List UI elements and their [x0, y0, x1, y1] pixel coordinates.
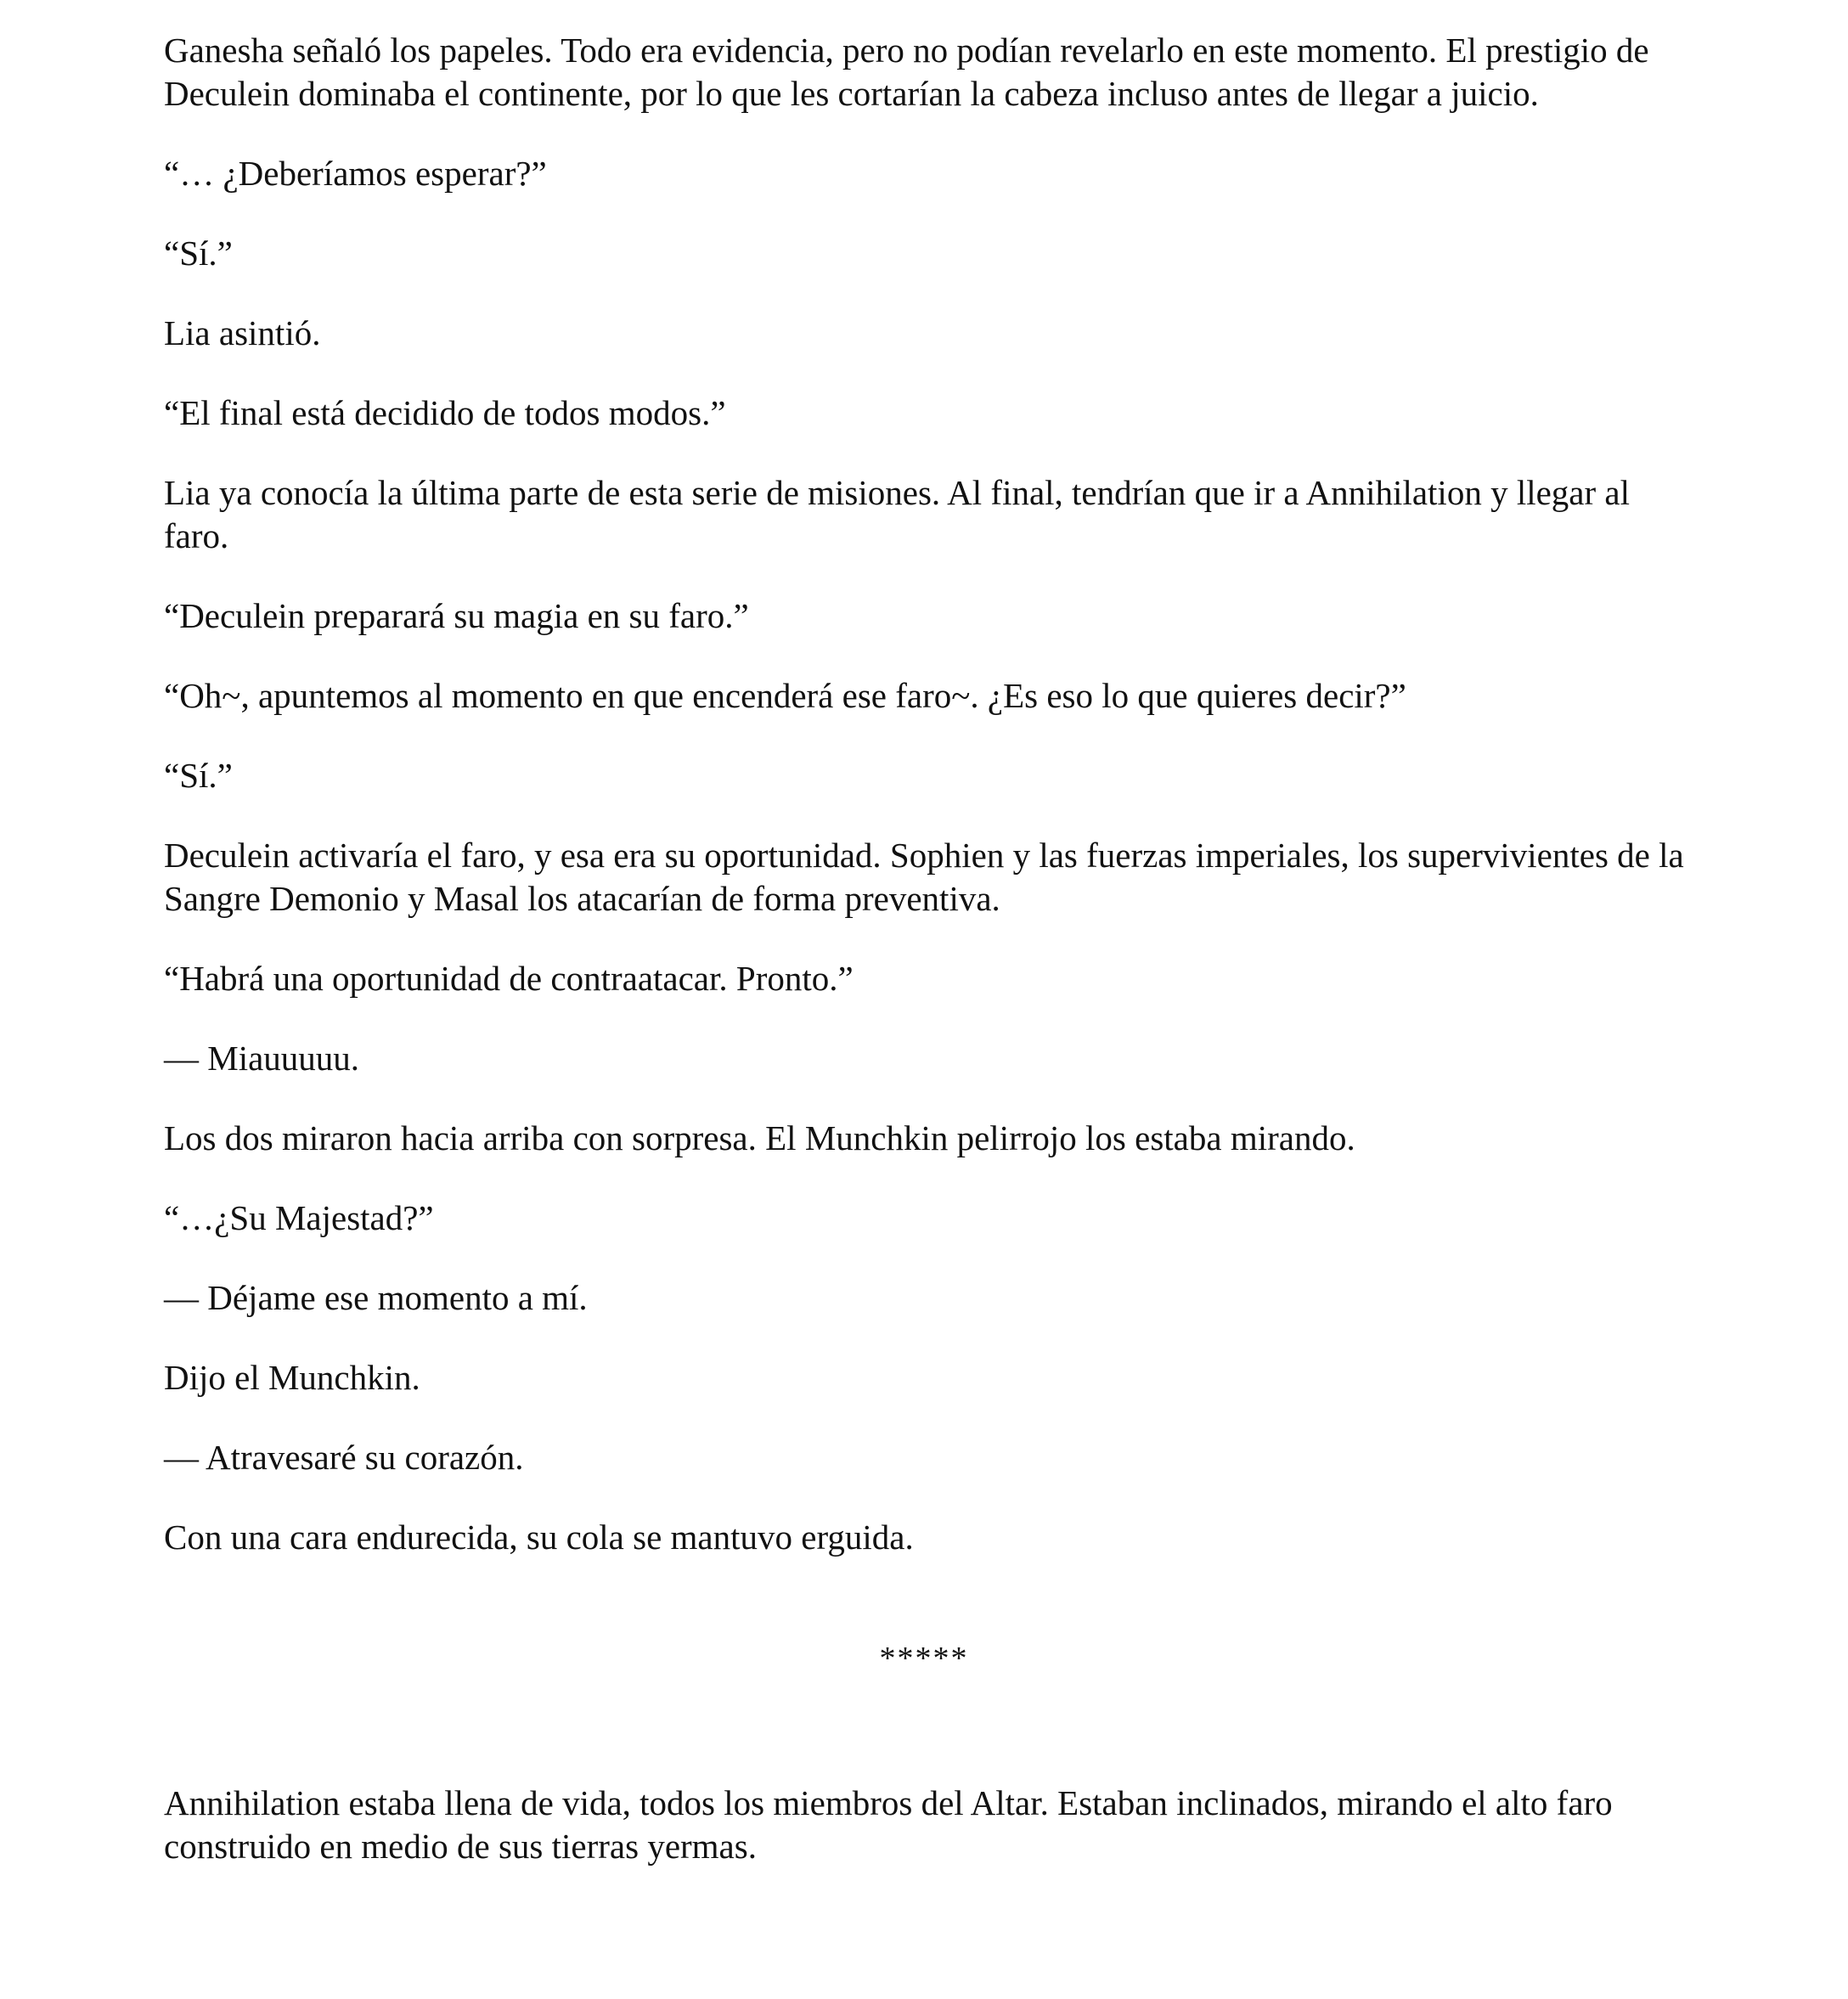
paragraph: — Déjame ese momento a mí.	[164, 1278, 588, 1317]
paragraph: Lia asintió.	[164, 313, 321, 352]
paragraph: “…¿Su Majestad?”	[164, 1198, 434, 1237]
paragraph: Deculein activaría el faro, y esa era su oportunidad. Sophien y las fuerzas imperiales, los supervivientes de la Sangre Demonio y Masal los atacarían de forma preventiva.	[164, 836, 1684, 918]
paragraph: “Deculein preparará su magia en su faro.”	[164, 596, 749, 635]
paragraph: Con una cara endurecida, su cola se mantuvo erguida.	[164, 1518, 914, 1557]
paragraph: “El final está decidido de todos modos.”	[164, 393, 726, 432]
paragraph: Lia ya conocía la última parte de esta serie de misiones. Al final, tendrían que ir a Annihilation y llegar al faro.	[164, 473, 1630, 555]
paragraph: Dijo el Munchkin.	[164, 1358, 420, 1397]
document-page	[164, 29, 1684, 1905]
paragraph: — Miauuuuu.	[164, 1039, 360, 1078]
section-separator: *****	[879, 1641, 969, 1676]
paragraph: Ganesha señaló los papeles. Todo era evidencia, pero no podían revelarlo en este momento. El prestigio de Deculein dominaba el continente, por lo que les cortarían la cabeza incluso antes de llegar a juicio.	[164, 31, 1649, 113]
closing-paragraph: Annihilation estaba llena de vida, todos los miembros del Altar. Estaban inclinados, mirando el alto faro construido en medio de sus tierras yermas.	[164, 1783, 1613, 1866]
paragraph: “Habrá una oportunidad de contraatacar. Pronto.”	[164, 959, 854, 998]
paragraph: — Atravesaré su corazón.	[164, 1438, 524, 1477]
paragraph: Los dos miraron hacia arriba con sorpresa. El Munchkin pelirrojo los estaba mirando.	[164, 1118, 1355, 1157]
paragraph: “Oh~, apuntemos al momento en que encenderá ese faro~. ¿Es eso lo que quieres decir?”	[164, 676, 1406, 715]
paragraph: “Sí.”	[164, 756, 233, 795]
paragraph: “Sí.”	[164, 234, 233, 273]
paragraph: “… ¿Deberíamos esperar?”	[164, 154, 547, 193]
